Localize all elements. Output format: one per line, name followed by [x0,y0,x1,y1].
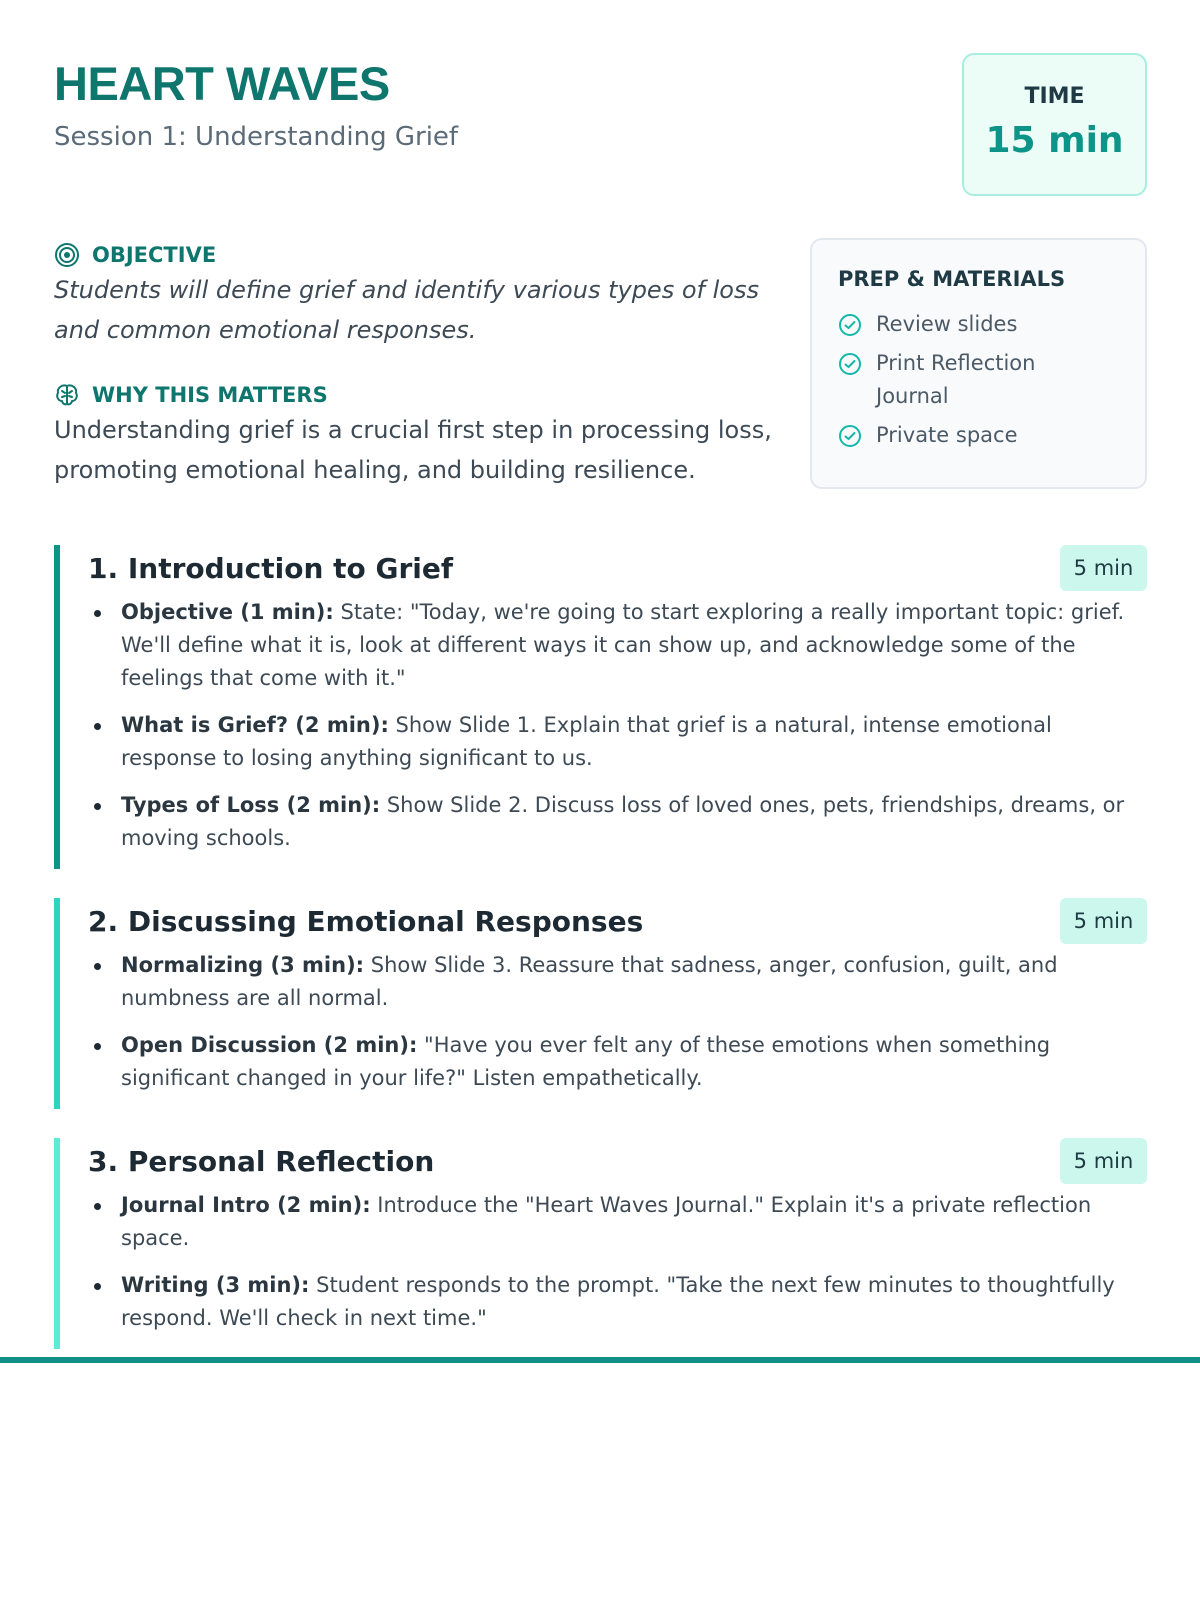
bullet-label: Open Discussion (2 min): [121,1033,418,1057]
step-bullet-list [88,949,1147,1095]
bullet-text: Show Slide 2. Discuss loss of loved ones, pets, friendships, dreams, or moving schools. [121,793,1125,850]
prep-title: PREP & MATERIALS [838,267,1066,291]
duration-badge: 5 min [1060,545,1147,591]
time-value: 15 min [985,120,1124,161]
bullet-label: Journal Intro (2 min): [121,1193,371,1217]
prep-materials-card [810,238,1147,489]
step-bullet-list [88,1189,1147,1335]
bullet-label: Writing (3 min): [121,1273,310,1297]
bullet-text: Show Slide 3. Reassure that sadness, anger, confusion, guilt, and numbness are all normal. [121,953,1058,1010]
page-title: HEART WAVES [54,57,390,110]
footer-divider [0,1357,1200,1363]
target-icon [54,242,80,268]
session-subtitle: Session 1: Understanding Grief [54,122,459,152]
why-heading-label: WHY THIS MATTERS [92,383,328,407]
duration-badge: 5 min [1060,1138,1147,1184]
prep-item-label: Review slides [876,312,1018,336]
time-card [962,53,1147,196]
bullet-label: Types of Loss (2 min): [121,793,381,817]
why-text: Understanding grief is a crucial first step in processing loss, promoting emotional healing, and building resilience. [54,416,772,484]
bullet-text: Student responds to the prompt. "Take the next few minutes to thoughtfully respond. We'll check in next time." [121,1273,1115,1330]
step-introduction [54,545,1147,869]
list-item [88,789,1147,855]
list-item [88,1029,1147,1095]
step-title: 3. Personal Reflection [88,1145,435,1178]
list-item [88,1189,1147,1255]
objective-text: Students will define grief and identify various types of loss and common emotional responses. [54,276,759,344]
prep-item-label: Private space [876,423,1018,447]
check-circle-icon [838,424,862,448]
list-item [88,596,1147,695]
bullet-text: Introduce the "Heart Waves Journal." Explain it's a private reflection space. [121,1193,1092,1250]
step-title: 1. Introduction to Grief [88,552,454,585]
duration-badge: 5 min [1060,898,1147,944]
bullet-text: State: "Today, we're going to start exploring a really important topic: grief. We'll define what it is, look at different ways it can show up, and acknowledge some of the feelings that come with it." [121,600,1125,690]
step-emotional-responses [54,898,1147,1109]
prep-item [838,419,1119,452]
bullet-label: Normalizing (3 min): [121,953,365,977]
brain-icon [54,382,80,408]
bullet-text: "Have you ever felt any of these emotions when something significant changed in your life?" Listen empathetically. [121,1033,1051,1090]
list-item [88,709,1147,775]
bullet-label: What is Grief? (2 min): [121,713,389,737]
step-title: 2. Discussing Emotional Responses [88,905,644,938]
why-heading [54,382,328,408]
step-bullet-list [88,596,1147,855]
step-personal-reflection [54,1138,1147,1349]
prep-item-label: Print Reflection Journal [876,351,1036,408]
prep-item [838,347,1119,413]
list-item [88,1269,1147,1335]
time-label: TIME [1024,84,1085,109]
check-circle-icon [838,313,862,337]
prep-item [838,308,1119,341]
list-item [88,949,1147,1015]
check-circle-icon [838,352,862,376]
objective-heading-label: OBJECTIVE [92,243,217,267]
bullet-text: Show Slide 1. Explain that grief is a natural, intense emotional response to losing anything significant to us. [121,713,1052,770]
objective-heading [54,242,216,268]
bullet-label: Objective (1 min): [121,600,334,624]
